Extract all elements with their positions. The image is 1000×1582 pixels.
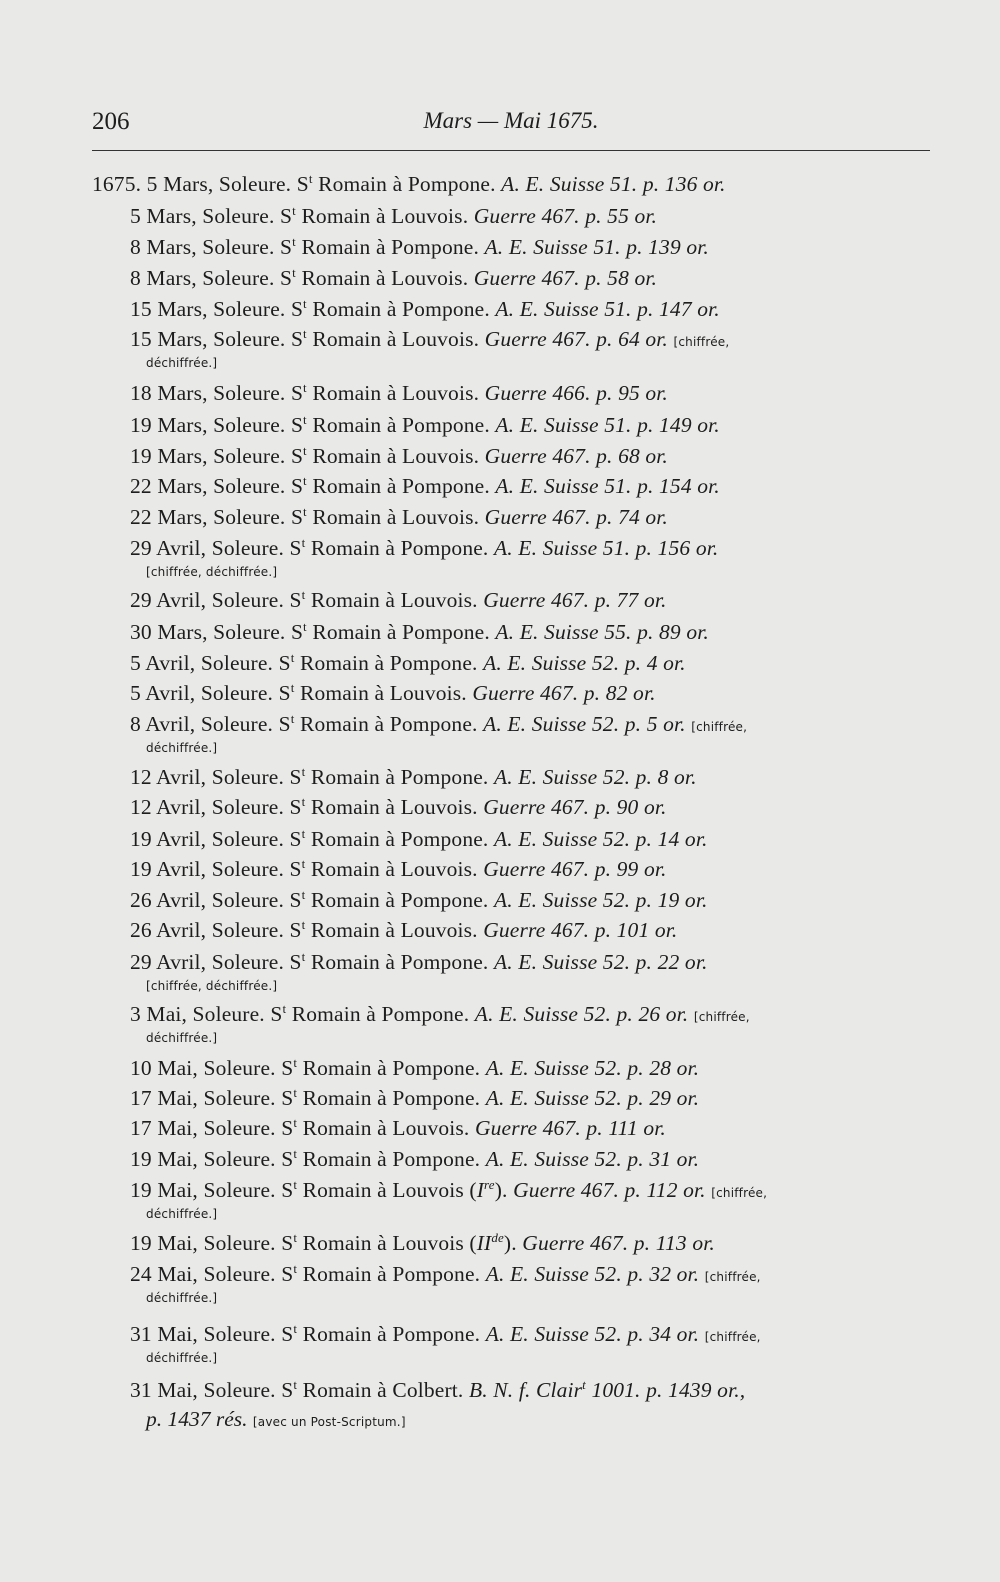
entry-archive-ref: A. E. Suisse 52. p. 19 or.	[493, 888, 708, 912]
entry-line	[130, 795, 667, 820]
entry-date: 17 Mai, Soleure.	[130, 1086, 282, 1110]
entry-archive-ref: A. E. Suisse 51. p. 154 or.	[495, 474, 720, 498]
entry-note: [chiffrée,	[711, 1186, 768, 1200]
entry-date: 8 Mars, Soleure.	[130, 266, 281, 290]
entry-line	[130, 918, 677, 943]
entry-archive-ref: Guerre 467. p. 55 or.	[473, 204, 658, 228]
entry-sender: $S^t$ Romain à Pompone.	[290, 473, 490, 498]
entry-line	[130, 327, 729, 352]
entry-date: 24 Mai, Soleure.	[130, 1262, 282, 1286]
entry-archive-ref: Guerre 467. p. 112 or.	[513, 1178, 706, 1202]
entry-continuation	[146, 352, 217, 371]
entry-date: 31 Mai, Soleure.	[130, 1378, 282, 1402]
entry-sender: $S^t$ Romain à Louvois.	[278, 680, 467, 705]
entry-sender: $S^t$ Romain à Pompone.	[280, 234, 479, 259]
entry-archive-ref: A. E. Suisse 52. p. 22 or.	[493, 950, 708, 974]
entry-note: [chiffrée,	[704, 1330, 761, 1344]
entry-date: 15 Mars, Soleure.	[130, 327, 291, 351]
entry-line	[130, 266, 657, 291]
entry-line	[130, 827, 708, 852]
entry-note-continued: déchiffrée.]	[146, 1351, 218, 1365]
entry-date: 22 Mars, Soleure.	[130, 505, 291, 529]
entry-continuation	[146, 1347, 217, 1366]
entry-sender: $S^t$ Romain à Louvois.	[289, 794, 478, 819]
entry-archive-ref: Guerre 467. p. 64 or.	[484, 327, 668, 351]
entry-line	[130, 536, 718, 561]
entry-sender: $S^t$ Romain à Pompone.	[281, 1321, 481, 1346]
entry-sender: $S^t$ Romain à Pompone.	[281, 1146, 481, 1171]
entry-archive-ref: Guerre 467. p. 68 or.	[484, 444, 668, 468]
entry-sender: $S^t$ Romain à Colbert.	[281, 1377, 464, 1402]
entry-line	[130, 1178, 767, 1203]
entry-sender: $S^t$ Romain à Louvois.	[289, 587, 478, 612]
entry-archive-ref: A. E. Suisse 51. p. 136 or.	[501, 172, 726, 196]
entry-archive-ref: A. E. Suisse 55. p. 89 or.	[495, 620, 709, 644]
entry-date: 19 Mars, Soleure.	[130, 413, 291, 437]
entry-sender: $S^t$ Romain à Pompone.	[289, 887, 489, 912]
entry-archive-ref: A. E. Suisse 52. p. 31 or.	[485, 1147, 700, 1171]
entry-archive-ref: A. E. Suisse 52. p. 34 or.	[485, 1322, 700, 1346]
entry-sender: $S^t$ Romain à Pompone.	[278, 711, 478, 736]
entry-line	[130, 1002, 750, 1027]
entry-date: 19 Avril, Soleure.	[130, 857, 290, 881]
entry-archive-ref: Guerre 467. p. 58 or.	[473, 266, 658, 290]
entry-archive-ref: Guerre 467. p. 99 or.	[483, 857, 667, 881]
entry-note-continued: [chiffrée, déchiffrée.]	[146, 979, 278, 993]
entry-continuation	[146, 1203, 217, 1222]
entry-continuation	[146, 1287, 217, 1306]
entry-date: 5 Mars, Soleure.	[146, 172, 297, 196]
entry-archive-ref: Guerre 467. p. 101 or.	[483, 918, 678, 942]
entry-line	[130, 712, 747, 737]
entry-sender: $S^t$ Romain à Pompone.	[270, 1001, 470, 1026]
entry-year: 1675.	[92, 172, 147, 196]
entry-date: 18 Mars, Soleure.	[130, 381, 291, 405]
entry-archive-ref: A. E. Suisse 52. p. 26 or.	[474, 1002, 689, 1026]
entry-archive-ref: Guerre 467. p. 113 or.	[522, 1231, 715, 1255]
entry-sender: $S^t$ Romain à Pompone.	[278, 650, 478, 675]
entry-archive-ref: A. E. Suisse 51. p. 149 or.	[495, 413, 720, 437]
entry-sender: $S^t$ Romain à Pompone.	[289, 535, 489, 560]
entry-note: [chiffrée,	[691, 720, 748, 734]
running-title: Mars — Mai 1675.	[423, 108, 599, 133]
entry-archive-ref: A. E. Suisse 51. p. 156 or.	[493, 536, 719, 560]
entry-archive-ref: Guerre 466. p. 95 or.	[484, 381, 668, 405]
entry-note: [chiffrée,	[704, 1270, 761, 1284]
entry-date: 12 Avril, Soleure.	[130, 795, 290, 819]
entry-continuation	[146, 1027, 217, 1046]
entry-sender: $S^t$ Romain à Louvois (IIde).	[281, 1230, 517, 1255]
entry-line	[130, 505, 668, 530]
entry-sender: $S^t$ Romain à Louvois.	[290, 443, 480, 468]
entry-line	[130, 444, 668, 469]
entry-note-continued: déchiffrée.]	[146, 356, 218, 370]
entry-line	[130, 857, 667, 882]
entry-line	[92, 172, 726, 197]
entry-sender: $S^t$ Romain à Louvois.	[290, 380, 480, 405]
entry-date: 29 Avril, Soleure.	[130, 536, 290, 560]
entry-sender: $S^t$ Romain à Louvois.	[280, 203, 469, 228]
entry-sender: $S^t$ Romain à Louvois.	[290, 326, 480, 351]
entry-note-continued: déchiffrée.]	[146, 1291, 218, 1305]
entry-sender: $S^t$ Romain à Louvois (Ire).	[281, 1177, 508, 1202]
entry-date: 15 Mars, Soleure.	[130, 297, 291, 321]
entry-archive-ref: A. E. Suisse 52. p. 4 or.	[483, 651, 686, 675]
entry-date: 5 Avril, Soleure.	[130, 681, 279, 705]
entry-date: 8 Mars, Soleure.	[130, 235, 281, 259]
entry-sender: $S^t$ Romain à Pompone.	[281, 1261, 481, 1286]
entry-archive-ref: B. N. f. Clair$^t$ 1001. p. 1439 or.,	[468, 1377, 746, 1402]
entry-line	[130, 888, 708, 913]
entry-line	[130, 620, 709, 645]
entry-sender: $S^t$ Romain à Louvois.	[289, 856, 478, 881]
entry-date: 8 Avril, Soleure.	[130, 712, 279, 736]
entry-sender: $S^t$ Romain à Pompone.	[296, 171, 496, 196]
entry-continuation	[146, 975, 277, 994]
entry-line	[130, 765, 697, 790]
entry-sender: $S^t$ Romain à Louvois.	[289, 917, 478, 942]
entry-line	[130, 651, 686, 676]
entry-sender: $S^t$ Romain à Pompone.	[289, 764, 489, 789]
entry-archive-ref: A. E. Suisse 52. p. 29 or.	[485, 1086, 700, 1110]
entry-note-continued: [chiffrée, déchiffrée.]	[146, 565, 278, 579]
entry-date: 26 Avril, Soleure.	[130, 888, 290, 912]
entry-date: 19 Mai, Soleure.	[130, 1231, 282, 1255]
entry-archive-ref-continued: p. 1437 rés.	[146, 1407, 253, 1431]
entry-line	[130, 204, 657, 229]
entry-sender: $S^t$ Romain à Pompone.	[281, 1055, 481, 1080]
entry-date: 12 Avril, Soleure.	[130, 765, 290, 789]
entry-date: 30 Mars, Soleure.	[130, 620, 291, 644]
entry-date: 17 Mai, Soleure.	[130, 1116, 282, 1140]
entry-date: 19 Mai, Soleure.	[130, 1178, 282, 1202]
entry-sender: $S^t$ Romain à Pompone.	[290, 296, 490, 321]
entry-archive-ref: Guerre 467. p. 90 or.	[483, 795, 667, 819]
entry-sender: $S^t$ Romain à Pompone.	[281, 1085, 481, 1110]
entry-line	[130, 1231, 715, 1256]
entry-line	[130, 681, 656, 706]
entry-archive-ref: Guerre 467. p. 77 or.	[483, 588, 667, 612]
entry-archive-ref: Guerre 467. p. 111 or.	[474, 1116, 666, 1140]
entry-date: 19 Avril, Soleure.	[130, 827, 290, 851]
entry-line	[130, 1147, 699, 1172]
entry-line	[130, 413, 720, 438]
entry-sender: $S^t$ Romain à Louvois.	[280, 265, 469, 290]
entry-archive-ref: A. E. Suisse 52. p. 14 or.	[493, 827, 708, 851]
entry-line	[130, 381, 668, 406]
entry-date: 19 Mai, Soleure.	[130, 1147, 282, 1171]
entry-note-continued: déchiffrée.]	[146, 1207, 218, 1221]
entry-archive-ref: A. E. Suisse 52. p. 5 or.	[483, 712, 686, 736]
entry-sender: $S^t$ Romain à Louvois.	[281, 1115, 470, 1140]
entry-line	[130, 1378, 745, 1403]
entry-sender: $S^t$ Romain à Pompone.	[290, 619, 490, 644]
entry-date: 5 Mars, Soleure.	[130, 204, 281, 228]
entry-date: 29 Avril, Soleure.	[130, 950, 290, 974]
entry-archive-ref: A. E. Suisse 52. p. 8 or.	[493, 765, 697, 789]
page-number: 206	[92, 108, 130, 135]
entry-archive-ref: A. E. Suisse 51. p. 147 or.	[495, 297, 720, 321]
entry-sender: $S^t$ Romain à Pompone.	[289, 949, 489, 974]
entry-date: 29 Avril, Soleure.	[130, 588, 290, 612]
entry-line	[130, 1262, 761, 1287]
entry-continuation	[146, 561, 277, 580]
entry-note-continued: déchiffrée.]	[146, 741, 218, 755]
entry-date: 10 Mai, Soleure.	[130, 1056, 282, 1080]
entry-date: 26 Avril, Soleure.	[130, 918, 290, 942]
entry-archive-ref: Guerre 467. p. 74 or.	[484, 505, 668, 529]
entry-line	[130, 474, 720, 499]
entry-note-continued: [avec un Post-Scriptum.]	[252, 1415, 406, 1429]
entry-line	[130, 1116, 666, 1141]
entry-date: 5 Avril, Soleure.	[130, 651, 279, 675]
entry-archive-ref: A. E. Suisse 52. p. 32 or.	[485, 1262, 700, 1286]
entry-line	[130, 1086, 699, 1111]
entry-note-continued: déchiffrée.]	[146, 1031, 218, 1045]
entry-note: [chiffrée,	[673, 335, 730, 349]
entry-archive-ref: Guerre 467. p. 82 or.	[472, 681, 656, 705]
entry-date: 3 Mai, Soleure.	[130, 1002, 271, 1026]
entry-archive-ref: A. E. Suisse 51. p. 139 or.	[484, 235, 709, 259]
entry-line	[130, 588, 667, 613]
entry-continuation	[146, 737, 217, 756]
entry-archive-ref: A. E. Suisse 52. p. 28 or.	[485, 1056, 700, 1080]
entry-line	[130, 297, 720, 322]
entry-line	[130, 235, 709, 260]
entry-date: 31 Mai, Soleure.	[130, 1322, 282, 1346]
entry-date: 22 Mars, Soleure.	[130, 474, 291, 498]
entry-line	[130, 1056, 699, 1081]
entry-sender: $S^t$ Romain à Louvois.	[290, 504, 480, 529]
entry-sender: $S^t$ Romain à Pompone.	[290, 412, 490, 437]
entry-sender: $S^t$ Romain à Pompone.	[289, 826, 489, 851]
entry-line	[130, 950, 708, 975]
entry-note: [chiffrée,	[693, 1010, 750, 1024]
entry-date: 19 Mars, Soleure.	[130, 444, 291, 468]
entry-line	[130, 1322, 761, 1347]
entry-continuation	[146, 1407, 406, 1432]
